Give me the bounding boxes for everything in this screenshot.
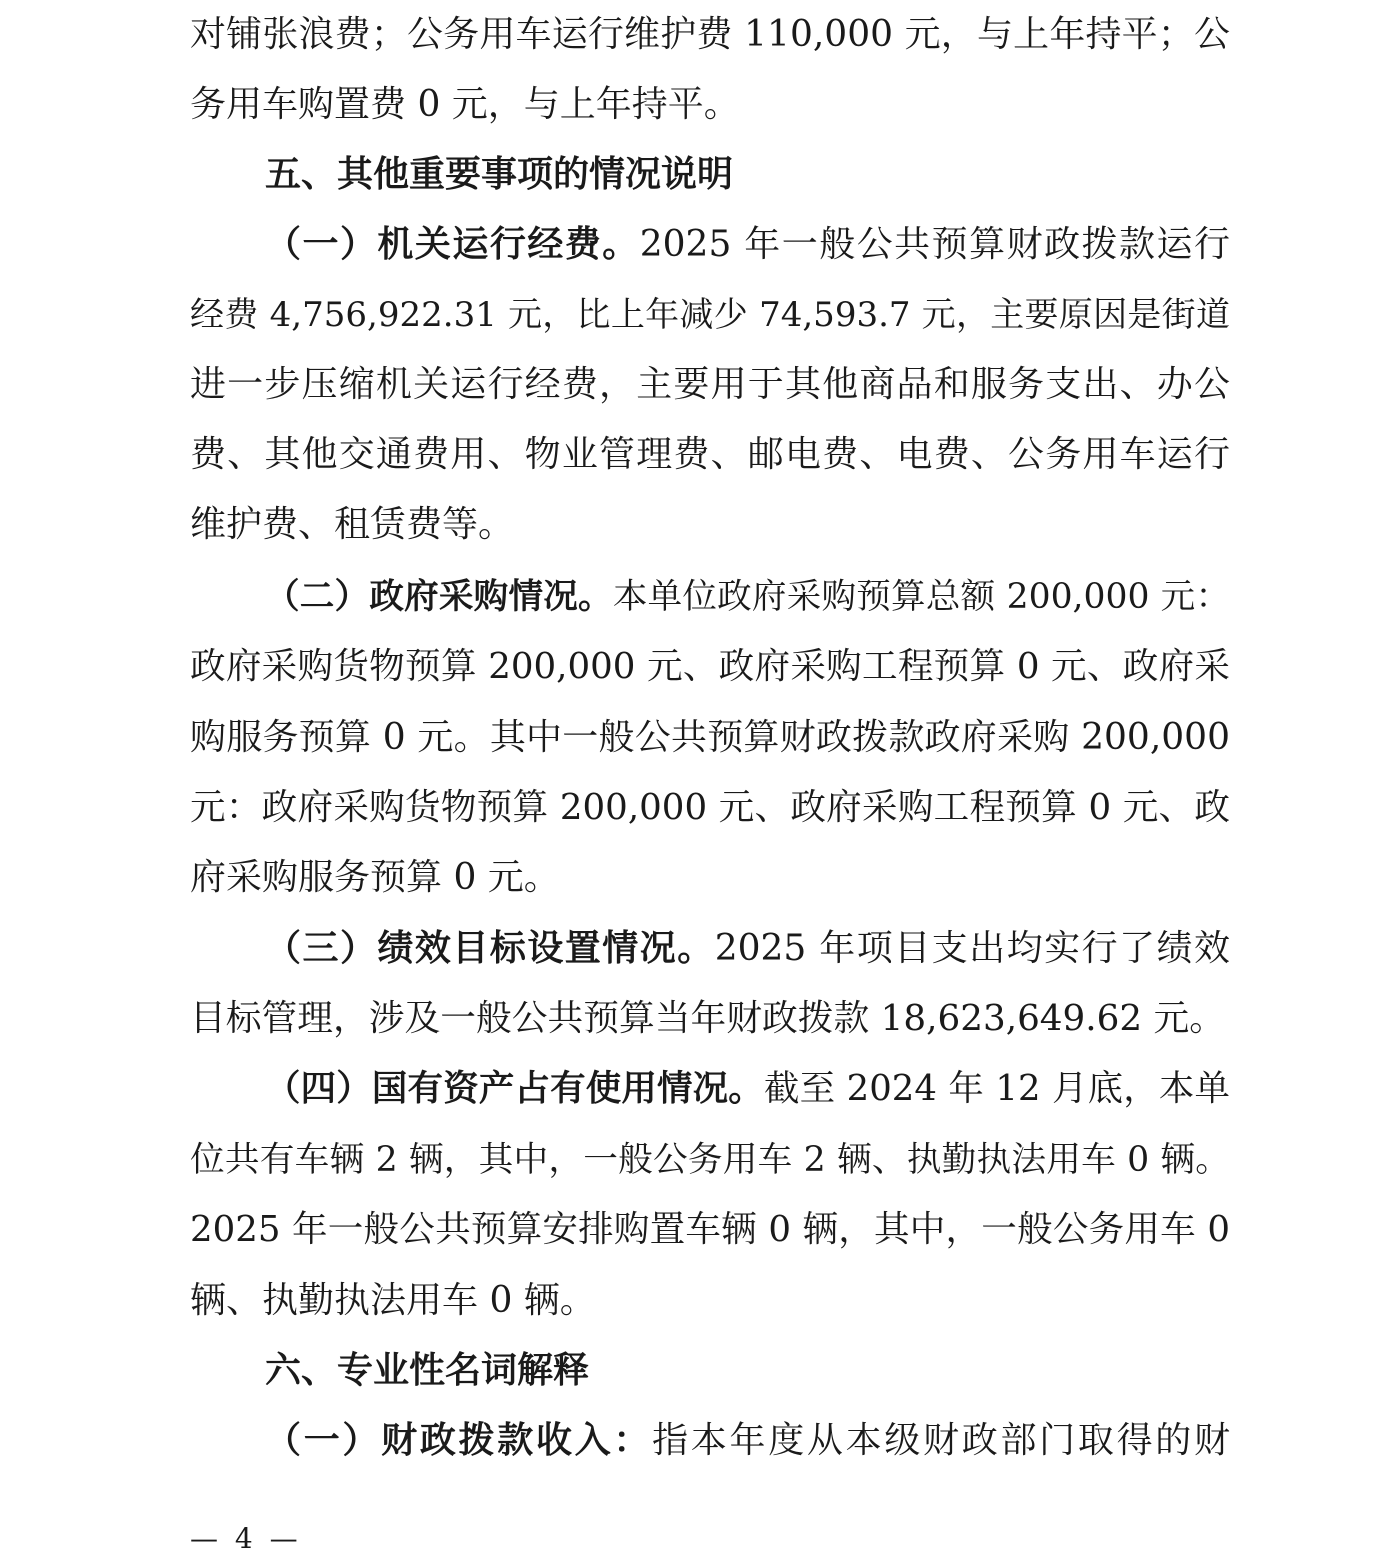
item-4-line-1-text: 截至 2024 年 12 月底，本单 bbox=[763, 1068, 1230, 1109]
item-2-line-5: 府采购服务预算 0 元。 bbox=[190, 857, 560, 898]
item-1-line-1 bbox=[265, 220, 1230, 270]
item-1-line-1-text: 2025 年一般公共预算财政拨款运行 bbox=[639, 224, 1230, 265]
item-4-line-2: 位共有车辆 2 辆，其中，一般公务用车 2 辆、执勤执法用车 0 辆。 bbox=[190, 1140, 1230, 1180]
item-4-line-4: 辆、执勤执法用车 0 辆。 bbox=[190, 1280, 596, 1321]
item-2-line-1 bbox=[265, 572, 1230, 622]
definition-1-line-1 bbox=[265, 1416, 1230, 1466]
item-2-line-4: 元：政府采购货物预算 200,000 元、政府采购工程预算 0 元、政 bbox=[190, 787, 1230, 828]
item-1-line-5: 维护费、租赁费等。 bbox=[190, 504, 515, 545]
item-4-line-1 bbox=[265, 1064, 1230, 1114]
definition-1-lead: （一）财政拨款收入： bbox=[265, 1420, 653, 1461]
intro-line-2: 务用车购置费 0 元，与上年持平。 bbox=[190, 84, 740, 125]
item-2-line-2: 政府采购货物预算 200,000 元、政府采购工程预算 0 元、政府采 bbox=[190, 646, 1230, 687]
item-4-lead: （四）国有资产占有使用情况。 bbox=[265, 1068, 764, 1109]
section-5-heading: 五、其他重要事项的情况说明 bbox=[265, 154, 734, 195]
section-6-heading: 六、专业性名词解释 bbox=[265, 1350, 590, 1391]
item-2-line-1-text: 本单位政府采购预算总额 200,000 元： bbox=[612, 577, 1231, 617]
item-4-line-3: 2025 年一般公共预算安排购置车辆 0 辆，其中，一般公务用车 0 bbox=[190, 1209, 1230, 1250]
definition-1-line-1-text: 指本年度从本级财政部门取得的财 bbox=[652, 1420, 1230, 1461]
item-1-line-3: 进一步压缩机关运行经费，主要用于其他商品和服务支出、办公 bbox=[190, 364, 1230, 405]
intro-line-1: 对铺张浪费；公务用车运行维护费 110,000 元，与上年持平；公 bbox=[190, 14, 1230, 55]
item-2-lead: （二）政府采购情况。 bbox=[265, 577, 613, 617]
item-3-line-1 bbox=[265, 924, 1230, 974]
item-1-line-4: 费、其他交通费用、物业管理费、邮电费、电费、公务用车运行 bbox=[190, 434, 1230, 475]
page-number: — 4 — bbox=[190, 1522, 302, 1555]
item-2-line-3: 购服务预算 0 元。其中一般公共预算财政拨款政府采购 200,000 bbox=[190, 717, 1230, 758]
item-1-line-2: 经费 4,756,922.31 元，比上年减少 74,593.7 元，主要原因是街道 bbox=[190, 295, 1230, 335]
item-3-line-1-text: 2025 年项目支出均实行了绩效 bbox=[714, 928, 1230, 969]
item-1-lead: （一）机关运行经费。 bbox=[265, 224, 640, 265]
item-3-line-2: 目标管理，涉及一般公共预算当年财政拨款 18,623,649.62 元。 bbox=[190, 998, 1226, 1039]
item-3-lead: （三）绩效目标设置情况。 bbox=[265, 928, 715, 969]
